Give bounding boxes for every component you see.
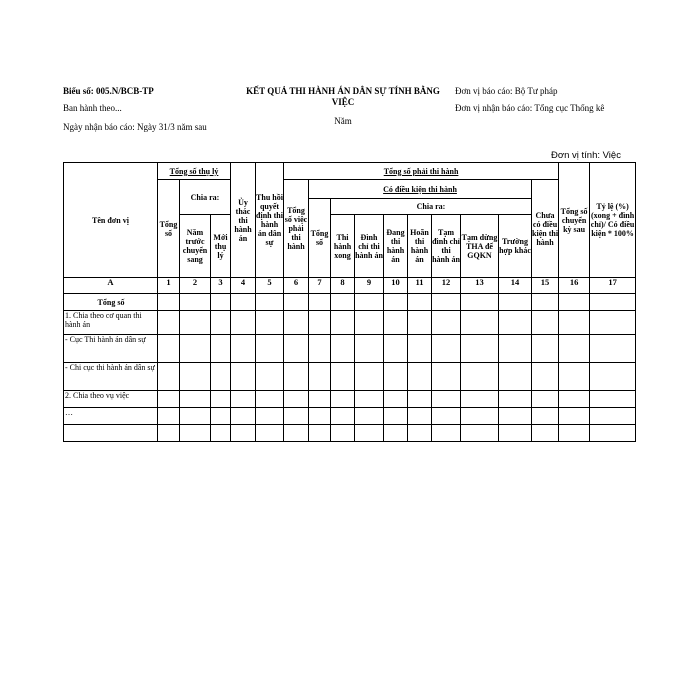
col-total-to-execute: Tổng số việc phải thi hành — [284, 180, 309, 278]
col-entrusted: Ủy thác thi hành án — [231, 163, 256, 278]
report-table — [63, 162, 636, 442]
col-num: 15 — [532, 278, 559, 294]
col-num: 17 — [590, 278, 636, 294]
table-row — [64, 363, 636, 391]
col-carried-over: Tổng số chuyển kỳ sau — [559, 163, 590, 278]
grp-must-execute: Tổng số phải thi hành — [284, 163, 559, 180]
col-num: 5 — [256, 278, 284, 294]
col-num: 14 — [499, 278, 532, 294]
col-num: A — [64, 278, 158, 294]
col-num: 11 — [408, 278, 432, 294]
col-revoked: Thu hồi quyết định thi hành án dân sự — [256, 163, 284, 278]
col-postponed: Hoãn thi hành án — [408, 215, 432, 278]
col-num: 12 — [432, 278, 461, 294]
col-suspended: Đình chỉ thi hành án — [355, 215, 384, 278]
col-num: 2 — [180, 278, 211, 294]
col-num: 10 — [384, 278, 408, 294]
table-row — [64, 294, 636, 311]
received-date: Ngày nhận báo cáo: Ngày 31/3 năm sau — [63, 122, 207, 132]
table-row — [64, 408, 636, 425]
table-row — [64, 425, 636, 442]
reporting-unit: Đơn vị báo cáo: Bộ Tư pháp — [455, 86, 558, 96]
col-num: 9 — [355, 278, 384, 294]
col-stopped-for-review: Tạm dừng THA để GQKN — [461, 215, 499, 278]
form-code: Biểu số: 005.N/BCB-TP — [63, 86, 154, 96]
col-num: 7 — [309, 278, 331, 294]
grp-accepted: Tổng số thụ lý — [158, 163, 231, 180]
report-title: KẾT QUẢ THI HÀNH ÁN DÂN SỰ TÍNH BẰNG VIỆC — [246, 86, 440, 107]
col-unit-name: Tên đơn vị — [64, 163, 158, 278]
col-newly-accepted: Mới thụ lý — [211, 215, 231, 278]
cond-of-which: Chia ra: — [331, 199, 532, 215]
col-num: 13 — [461, 278, 499, 294]
col-num: 1 — [158, 278, 180, 294]
accepted-of-which: Chia ra: — [180, 180, 231, 215]
col-num: 3 — [211, 278, 231, 294]
row-label: - Cục Thi hành án dân sự — [64, 335, 158, 363]
col-num: 4 — [231, 278, 256, 294]
col-prev-year: Năm trước chuyển sang — [180, 215, 211, 278]
col-other-cases: Trường hợp khác — [499, 215, 532, 278]
table-row — [64, 335, 636, 363]
col-no-conditions: Chưa có điều kiện thi hành — [532, 180, 559, 278]
row-label: - Chi cục thi hành án dân sự — [64, 363, 158, 391]
row-label: 2. Chia theo vụ việc — [64, 391, 158, 408]
col-temp-suspended: Tạm đình chỉ thi hành án — [432, 215, 461, 278]
col-cond-total: Tổng số — [309, 199, 331, 278]
col-num: 8 — [331, 278, 355, 294]
col-completed: Thi hành xong — [331, 215, 355, 278]
table-row — [64, 391, 636, 408]
issued-by: Ban hành theo... — [63, 103, 122, 113]
col-ratio: Tỷ lệ (%) (xong + đình chỉ)/ Có điều kiện * 100% — [590, 163, 636, 278]
table-row — [64, 311, 636, 335]
measure-unit: Đơn vị tính: Việc — [551, 150, 621, 161]
row-label: 1. Chia theo cơ quan thi hành án — [64, 311, 158, 335]
col-in-progress: Đang thi hành án — [384, 215, 408, 278]
receiving-unit: Đơn vị nhận báo cáo: Tổng cục Thống kê — [455, 103, 605, 113]
column-number-row — [64, 278, 636, 294]
col-num: 16 — [559, 278, 590, 294]
row-label — [64, 425, 158, 442]
report-year: Năm — [334, 116, 352, 126]
row-label: … — [64, 408, 158, 425]
col-num: 6 — [284, 278, 309, 294]
col-accepted-total: Tổng số — [158, 180, 180, 278]
row-label: Tổng số — [64, 294, 158, 311]
grp-has-conditions: Có điều kiện thi hành — [309, 180, 532, 199]
